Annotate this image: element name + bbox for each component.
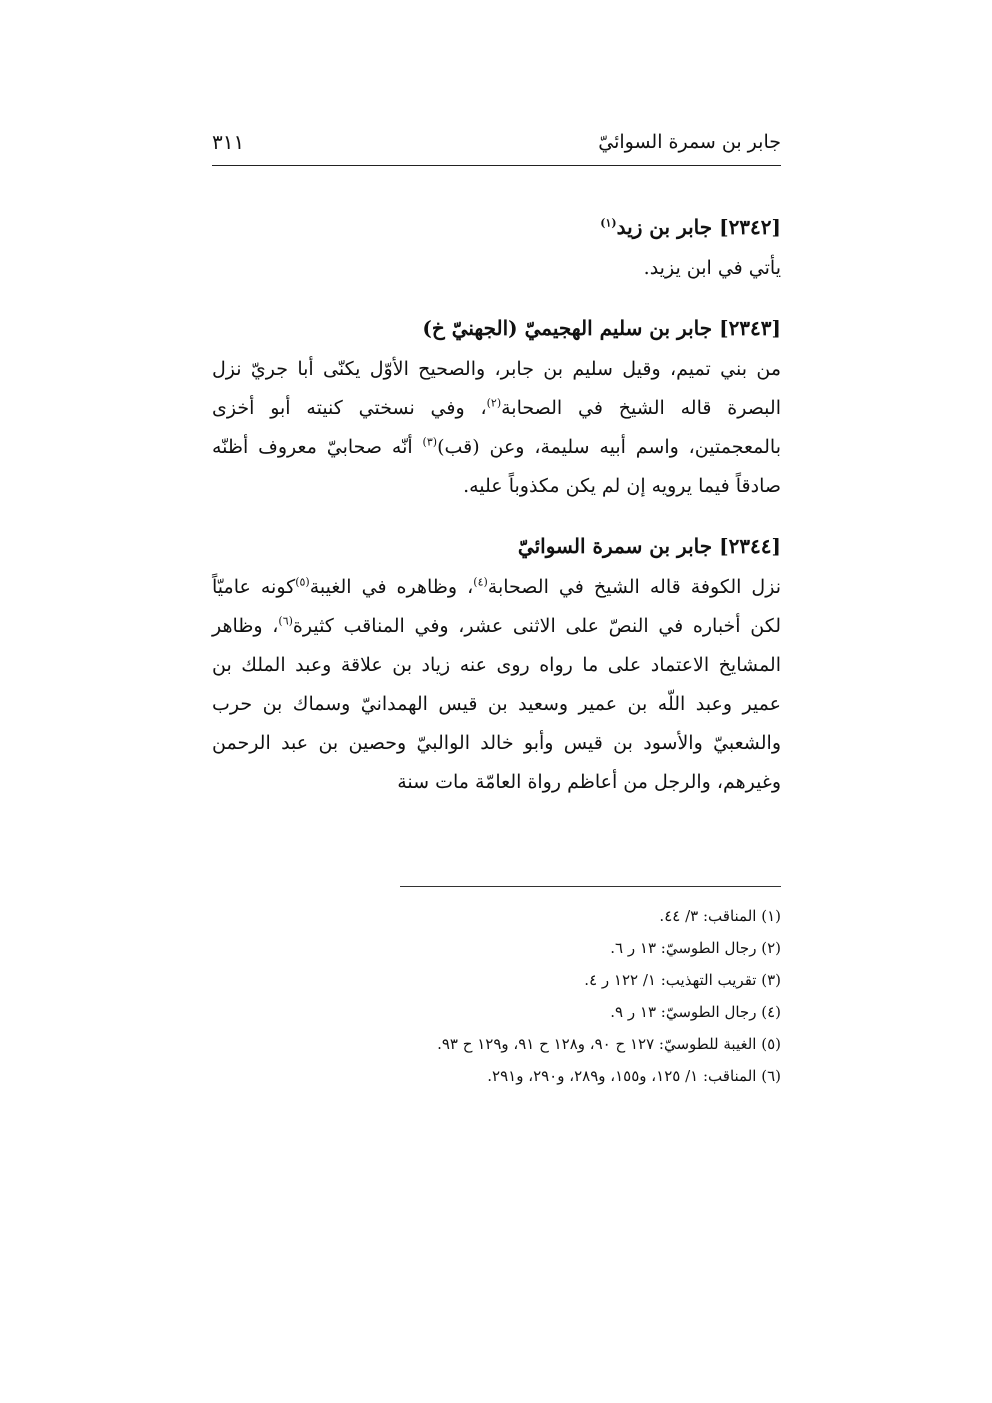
entry-2344: [212, 524, 781, 802]
running-header: [212, 122, 781, 162]
entry-number: [٢٣٤٤]: [719, 534, 781, 558]
entry-text-segment: ، وفي نسختي كنيته أبو أخزى بالمعجمتين، واسم أبيه سليمة، وعن (قب): [212, 397, 781, 458]
entry-2342: [212, 205, 781, 288]
footnote-marker[interactable]: (٣): [422, 435, 438, 449]
footnote-item: (٣) تقريب التهذيب: ١/ ١٢٢ ر ٤.: [584, 971, 781, 989]
entry-name: جابر بن زيد: [616, 215, 713, 239]
entry-name: جابر بن سمرة السوائيّ: [517, 534, 713, 558]
footnote-marker[interactable]: (٢): [486, 396, 502, 410]
entry-text: يأتي في ابن يزيد.: [643, 257, 781, 279]
entry-text-segment: ، وظاهره في الغيبة: [309, 576, 474, 598]
footnote-marker[interactable]: (٤): [473, 575, 488, 589]
footnote-marker[interactable]: (١): [600, 216, 617, 230]
entry-heading: [212, 306, 781, 350]
entry-text-segment: أنّه صحابيّ معروف أظنّه صادقاً فيما يرويه إن لم يكن مكذوباً عليه.: [212, 436, 781, 497]
footnote-divider: [400, 886, 781, 887]
entry-text: [212, 568, 781, 802]
main-text: [212, 205, 781, 802]
footnote-marker[interactable]: (٥): [295, 575, 310, 589]
entry-text-segment: من بني تميم، وقيل سليم بن جابر، والصحيح الأوّل يكنّى أبا جريّ نزل البصرة قاله الشيخ في الصحابة: [212, 358, 781, 419]
entry-2343: [212, 306, 781, 506]
entry-name: جابر بن سليم الهجيميّ (الجهنيّ خ): [422, 316, 713, 340]
page-number: ٣١١: [212, 130, 245, 154]
entry-text: [212, 350, 781, 506]
footnote-marker[interactable]: (٦): [278, 614, 293, 628]
entry-heading: [212, 524, 781, 568]
entry-text-segment: نزل الكوفة قاله الشيخ في الصحابة: [487, 576, 781, 598]
footnote-item: (٤) رجال الطوسيّ: ١٣ ر ٩.: [610, 1003, 781, 1021]
running-header-title: جابر بن سمرة السوائيّ: [598, 131, 781, 153]
entry-text-segment: ، وظاهر المشايخ الاعتماد على ما رواه روى عنه زياد بن علاقة وعبد الملك بن عمير وعبد اللّه بن عمير وسعيد بن قيس الهمدانيّ وسماك بن حرب والشعبيّ والأسود بن قيس وأبو خالد الوالبيّ وحصين بن عبد الرحمن وغيرهم، والرجل من أعاظم رواة العامّة مات سنة: [212, 615, 781, 793]
footnote-item: (٥) الغيبة للطوسيّ: ١٢٧ ح ٩٠، و١٢٨ ح ٩١، و١٢٩ ح ٩٣.: [437, 1035, 781, 1053]
footnote-item: (١) المناقب: ٣/ ٤٤.: [659, 907, 781, 925]
footnote-item: (٦) المناقب: ١/ ١٢٥، و١٥٥، و٢٨٩، و٢٩٠، و٢٩١.: [487, 1067, 781, 1085]
header-divider: [212, 165, 781, 166]
entry-number: [٢٣٤٣]: [719, 316, 781, 340]
entry-text-segment: كونه عاميّاً لكن أخباره في النصّ على الاثنى عشر، وفي المناقب كثيرة: [212, 576, 781, 637]
entry-number: [٢٣٤٢]: [719, 215, 781, 239]
footnote-item: (٢) رجال الطوسيّ: ١٣ ر ٦.: [610, 939, 781, 957]
footnotes-list: [212, 900, 781, 1092]
entry-heading: [212, 205, 781, 249]
